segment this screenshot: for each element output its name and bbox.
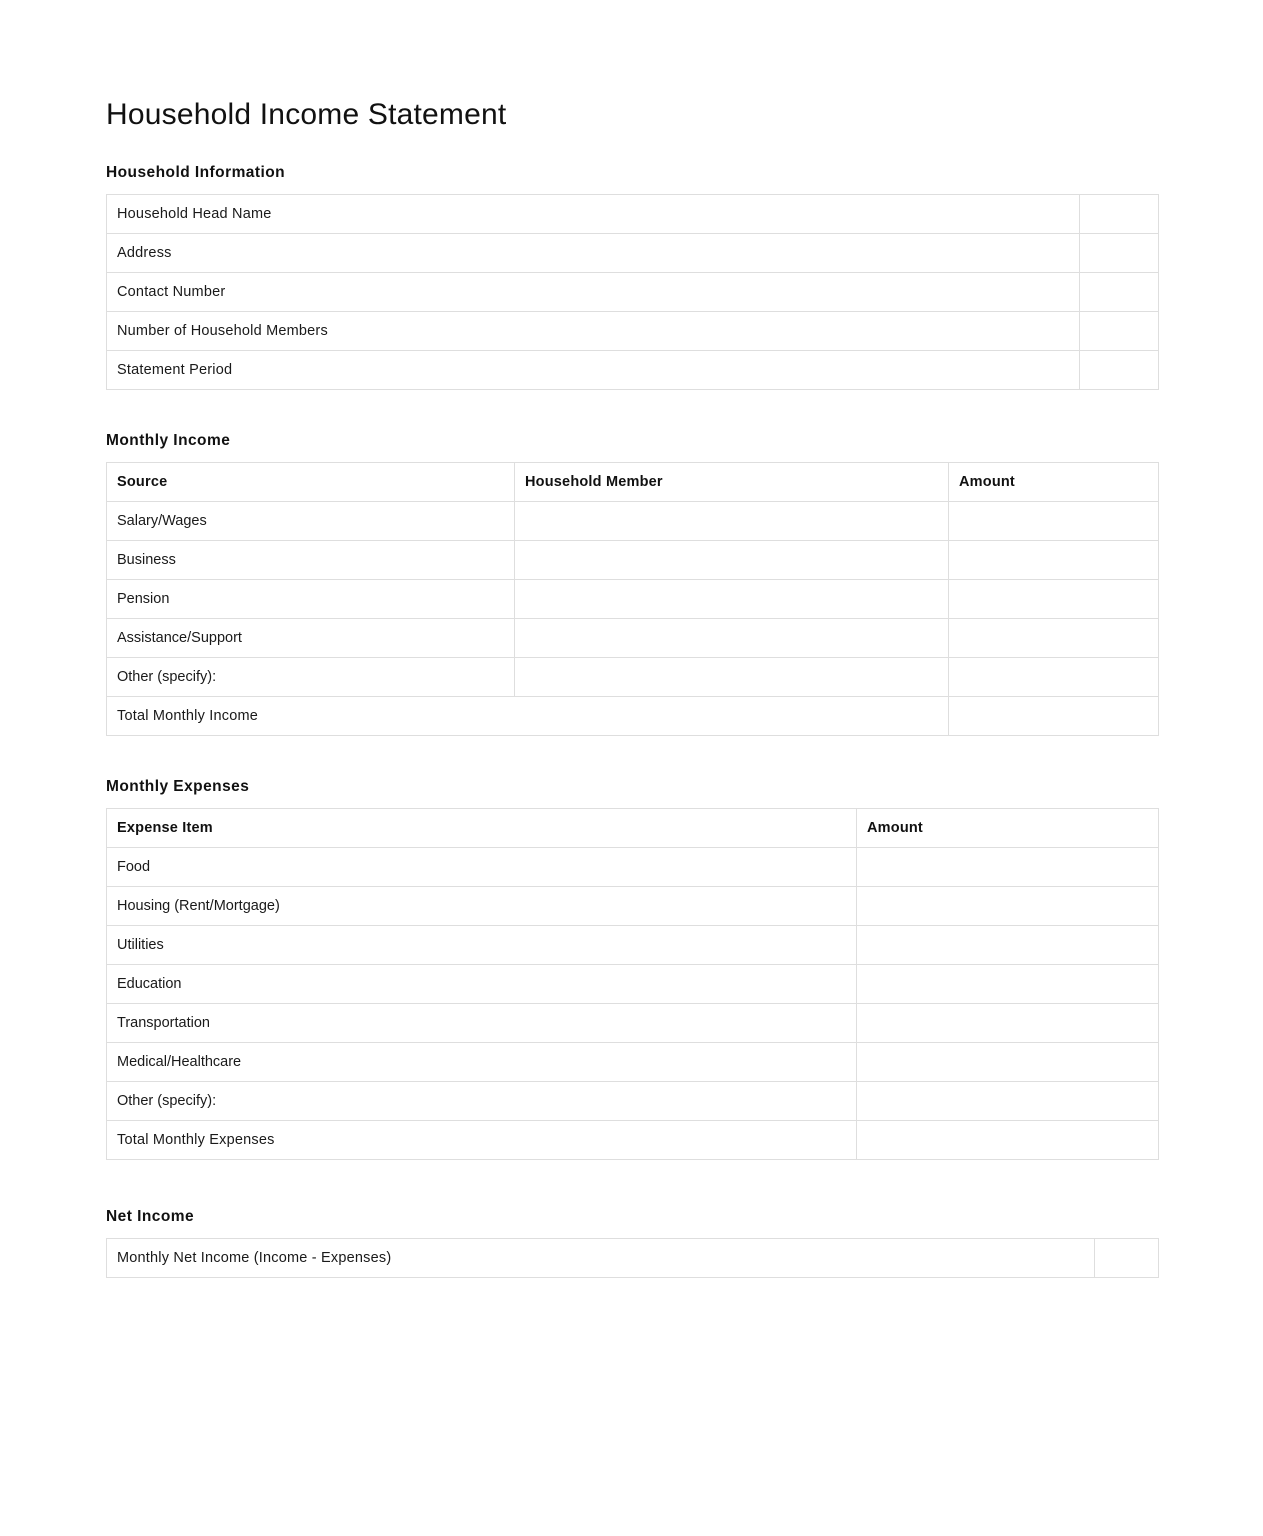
table-row bbox=[107, 233, 1159, 272]
expense-item-other: Other (specify): bbox=[107, 1081, 857, 1120]
table-row bbox=[107, 350, 1159, 389]
table-header-row bbox=[107, 808, 1159, 847]
monthly-net-income-label: Monthly Net Income (Income - Expenses) bbox=[107, 1238, 1095, 1277]
table-row bbox=[107, 618, 1159, 657]
column-header-expense-item: Expense Item bbox=[107, 808, 857, 847]
income-member-assistance-support[interactable] bbox=[515, 618, 949, 657]
column-header-household-member: Household Member bbox=[515, 462, 949, 501]
section-household-information bbox=[106, 164, 1158, 390]
household-information-table bbox=[106, 194, 1159, 390]
income-source-other: Other (specify): bbox=[107, 657, 515, 696]
table-row bbox=[107, 1238, 1159, 1277]
expense-amount-food[interactable] bbox=[857, 847, 1159, 886]
table-row bbox=[107, 1003, 1159, 1042]
field-label-household-head-name: Household Head Name bbox=[107, 194, 1080, 233]
field-value-contact-number[interactable] bbox=[1080, 272, 1159, 311]
section-heading-household-information: Household Information bbox=[106, 163, 286, 181]
income-source-assistance-support: Assistance/Support bbox=[107, 618, 515, 657]
column-header-amount: Amount bbox=[949, 462, 1159, 501]
field-value-statement-period[interactable] bbox=[1080, 350, 1159, 389]
total-monthly-expenses-amount[interactable] bbox=[857, 1120, 1159, 1159]
monthly-net-income-value[interactable] bbox=[1095, 1238, 1159, 1277]
income-member-salary-wages[interactable] bbox=[515, 501, 949, 540]
table-row bbox=[107, 579, 1159, 618]
section-heading-net-income: Net Income bbox=[106, 1207, 195, 1225]
expense-item-food: Food bbox=[107, 847, 857, 886]
income-member-pension[interactable] bbox=[515, 579, 949, 618]
table-row bbox=[107, 272, 1159, 311]
expense-amount-education[interactable] bbox=[857, 964, 1159, 1003]
income-source-salary-wages: Salary/Wages bbox=[107, 501, 515, 540]
table-row bbox=[107, 501, 1159, 540]
field-label-contact-number: Contact Number bbox=[107, 272, 1080, 311]
field-value-address[interactable] bbox=[1080, 233, 1159, 272]
section-net-income bbox=[106, 1208, 1158, 1278]
table-row bbox=[107, 886, 1159, 925]
expense-item-education: Education bbox=[107, 964, 857, 1003]
expense-amount-medical-healthcare[interactable] bbox=[857, 1042, 1159, 1081]
table-total-row bbox=[107, 1120, 1159, 1159]
column-header-amount: Amount bbox=[857, 808, 1159, 847]
table-row bbox=[107, 964, 1159, 1003]
income-member-other[interactable] bbox=[515, 657, 949, 696]
monthly-income-table bbox=[106, 462, 1159, 736]
section-heading-monthly-income: Monthly Income bbox=[106, 431, 231, 449]
column-header-source: Source bbox=[107, 462, 515, 501]
table-row bbox=[107, 657, 1159, 696]
table-row bbox=[107, 1042, 1159, 1081]
expense-amount-other[interactable] bbox=[857, 1081, 1159, 1120]
income-source-business: Business bbox=[107, 540, 515, 579]
income-member-business[interactable] bbox=[515, 540, 949, 579]
expense-amount-transportation[interactable] bbox=[857, 1003, 1159, 1042]
expense-item-transportation: Transportation bbox=[107, 1003, 857, 1042]
expense-item-housing: Housing (Rent/Mortgage) bbox=[107, 886, 857, 925]
table-row bbox=[107, 925, 1159, 964]
page-title: Household Income Statement bbox=[106, 98, 507, 131]
income-amount-pension[interactable] bbox=[949, 579, 1159, 618]
expense-item-medical-healthcare: Medical/Healthcare bbox=[107, 1042, 857, 1081]
table-row bbox=[107, 311, 1159, 350]
table-header-row bbox=[107, 462, 1159, 501]
table-row bbox=[107, 847, 1159, 886]
field-value-number-of-household-members[interactable] bbox=[1080, 311, 1159, 350]
field-value-household-head-name[interactable] bbox=[1080, 194, 1159, 233]
section-heading-monthly-expenses: Monthly Expenses bbox=[106, 777, 250, 795]
income-amount-salary-wages[interactable] bbox=[949, 501, 1159, 540]
income-source-pension: Pension bbox=[107, 579, 515, 618]
total-monthly-income-label: Total Monthly Income bbox=[107, 696, 949, 735]
total-monthly-expenses-label: Total Monthly Expenses bbox=[107, 1120, 857, 1159]
income-amount-business[interactable] bbox=[949, 540, 1159, 579]
net-income-table bbox=[106, 1238, 1159, 1278]
expense-amount-utilities[interactable] bbox=[857, 925, 1159, 964]
section-monthly-expenses bbox=[106, 778, 1158, 1160]
table-row bbox=[107, 540, 1159, 579]
table-row bbox=[107, 194, 1159, 233]
expense-item-utilities: Utilities bbox=[107, 925, 857, 964]
section-monthly-income bbox=[106, 432, 1158, 736]
income-amount-assistance-support[interactable] bbox=[949, 618, 1159, 657]
total-monthly-income-amount[interactable] bbox=[949, 696, 1159, 735]
income-amount-other[interactable] bbox=[949, 657, 1159, 696]
field-label-statement-period: Statement Period bbox=[107, 350, 1080, 389]
field-label-address: Address bbox=[107, 233, 1080, 272]
field-label-number-of-household-members: Number of Household Members bbox=[107, 311, 1080, 350]
table-total-row bbox=[107, 696, 1159, 735]
expense-amount-housing[interactable] bbox=[857, 886, 1159, 925]
table-row bbox=[107, 1081, 1159, 1120]
monthly-expenses-table bbox=[106, 808, 1159, 1160]
